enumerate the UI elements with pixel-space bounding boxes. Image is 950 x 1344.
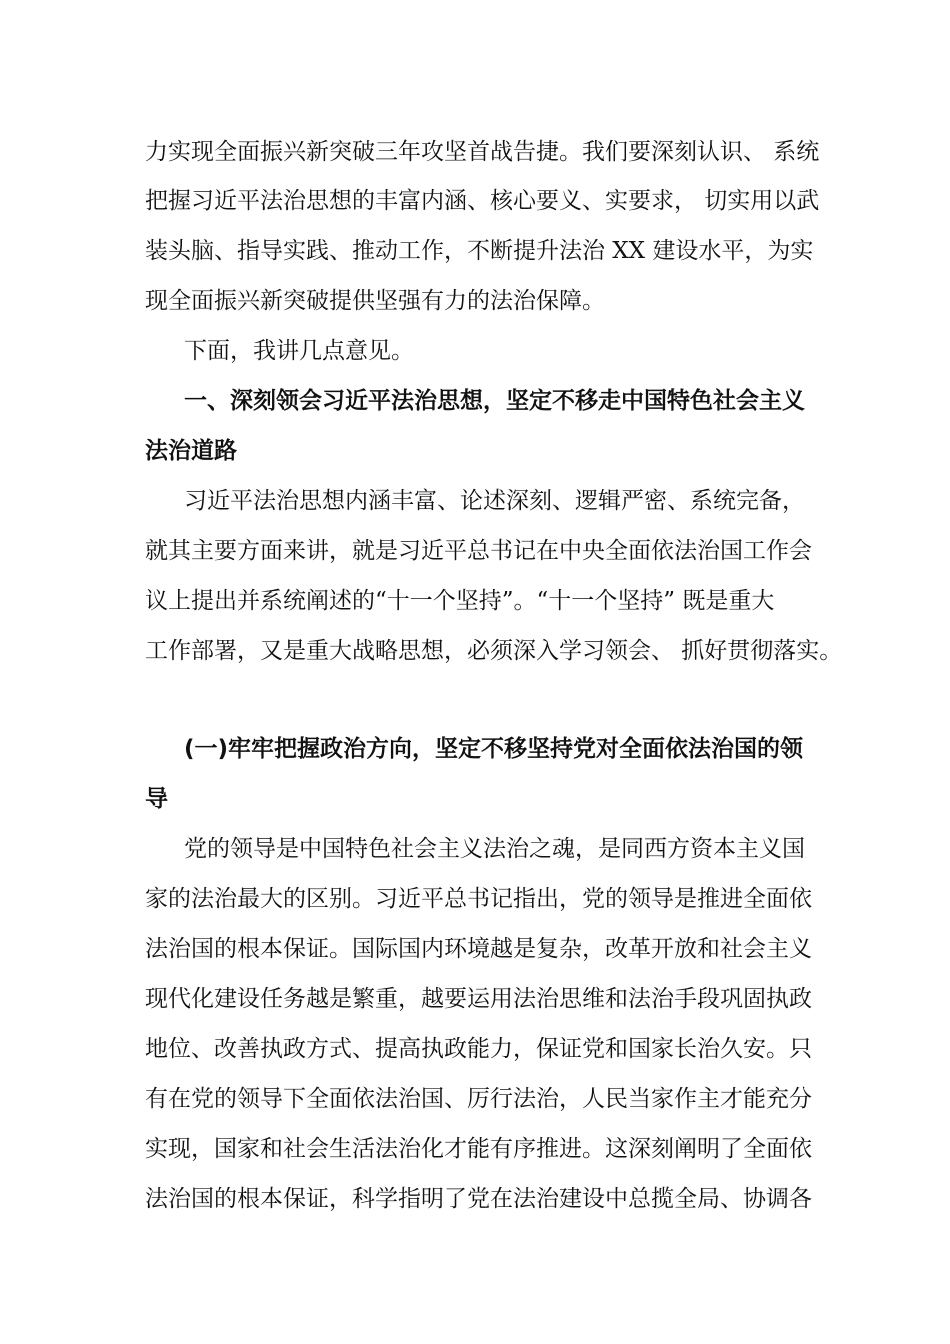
paragraph-line: 力实现全面振兴新突破三年攻坚首战告捷。我们要深刻认识、 系统 [145, 139, 820, 165]
section-heading: 法治道路 [145, 438, 237, 464]
paragraph-line: 现代化建设任务越是繁重，越要运用法治思维和法治手段巩固执政 [145, 986, 812, 1012]
paragraph-line: 地位、改善执政方式、提高执政能力，保证党和国家长治久安。只 [145, 1036, 812, 1062]
paragraph-line: 法治国的根本保证，科学指明了党在法治建设中总揽全局、协调各 [145, 1186, 812, 1212]
paragraph-line: 议上提出并系统阐述的“十一个坚持”。“十一个坚持” 既是重大 [145, 588, 775, 614]
subsection-heading: (一)牢牢把握政治方向，坚定不移坚持党对全面依法治国的领 [184, 736, 804, 762]
paragraph-line: 有在党的领导下全面依法治国、厉行法治，人民当家作主才能充分 [145, 1086, 812, 1112]
paragraph-line: 装头脑、指导实践、推动工作，不断提升法治 XX 建设水平，为实 [145, 238, 814, 264]
subsection-heading: 导 [145, 786, 168, 812]
paragraph-line: 现全面振兴新突破提供坚强有力的法治保障。 [145, 288, 605, 314]
paragraph-line: 党的领导是中国特色社会主义法治之魂，是同西方资本主义国 [184, 836, 805, 862]
paragraph-line: 就其主要方面来讲，就是习近平总书记在中央全面依法治国工作会 [145, 538, 812, 564]
paragraph-line: 把握习近平法治思想的丰富内涵、核心要义、实要求， 切实用以武 [145, 188, 820, 214]
paragraph-line: 下面，我讲几点意见。 [184, 338, 414, 364]
paragraph-line: 工作部署，又是重大战略思想，必须深入学习领会、 抓好贯彻落实。 [145, 638, 843, 664]
paragraph-line: 习近平法治思想内涵丰富、论述深刻、逻辑严密、系统完备， [184, 488, 805, 514]
section-heading: 一、深刻领会习近平法治思想，坚定不移走中国特色社会主义 [184, 388, 805, 414]
paragraph-line: 家的法治最大的区别。习近平总书记指出，党的领导是推进全面依 [145, 886, 812, 912]
paragraph-line: 实现，国家和社会生活法治化才能有序推进。这深刻阐明了全面依 [145, 1136, 812, 1162]
paragraph-line: 法治国的根本保证。国际国内环境越是复杂，改革开放和社会主义 [145, 936, 812, 962]
